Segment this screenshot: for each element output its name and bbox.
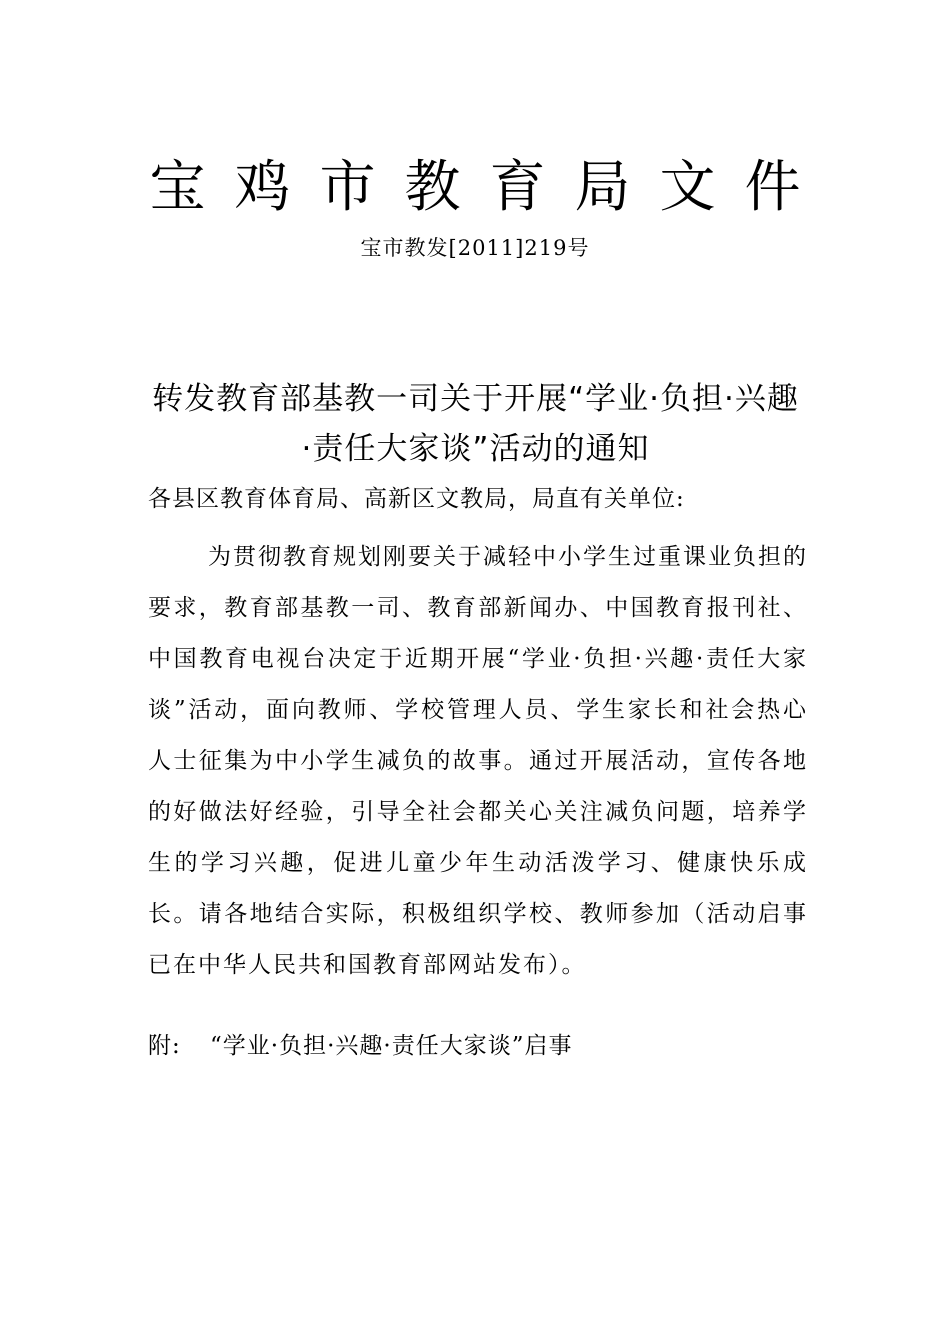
notice-body: 为贯彻教育规划刚要关于减轻中小学生过重课业负担的要求，教育部基教一司、教育部新闻办、中国教育报刊社、中国教育电视台决定于近期开展“学业·负担·兴趣·责任大家谈”活动，面向教师、学校管理人员、学生家长和社会热心人士征集为中小学生减负的故事。通过开展活动，宣传各地的好做法好经验，引导全社会都关心关注减负问题，培养学生的学习兴趣，促进儿童少年生动活泼学习、健康快乐成长。请各地结合实际，积极组织学校、教师参加（活动启事已在中华人民共和国教育部网站发布）。 bbox=[148, 544, 808, 978]
salutation: 各县区教育体育局、高新区文教局，局直有关单位: bbox=[148, 486, 685, 512]
attachment-text: “学业·负担·兴趣·责任大家谈”启事 bbox=[210, 1033, 573, 1059]
notice-title: 转发教育部基教一司关于开展“学业·负担·兴趣·责任大家谈”活动的通知 bbox=[152, 381, 799, 467]
issuer-header: 宝鸡市教育局文件 bbox=[149, 155, 830, 220]
attachment-label: 附: bbox=[148, 1033, 181, 1059]
attachment-line bbox=[148, 1026, 808, 1066]
document-number: 宝市教发[2011]219号 bbox=[360, 236, 590, 260]
